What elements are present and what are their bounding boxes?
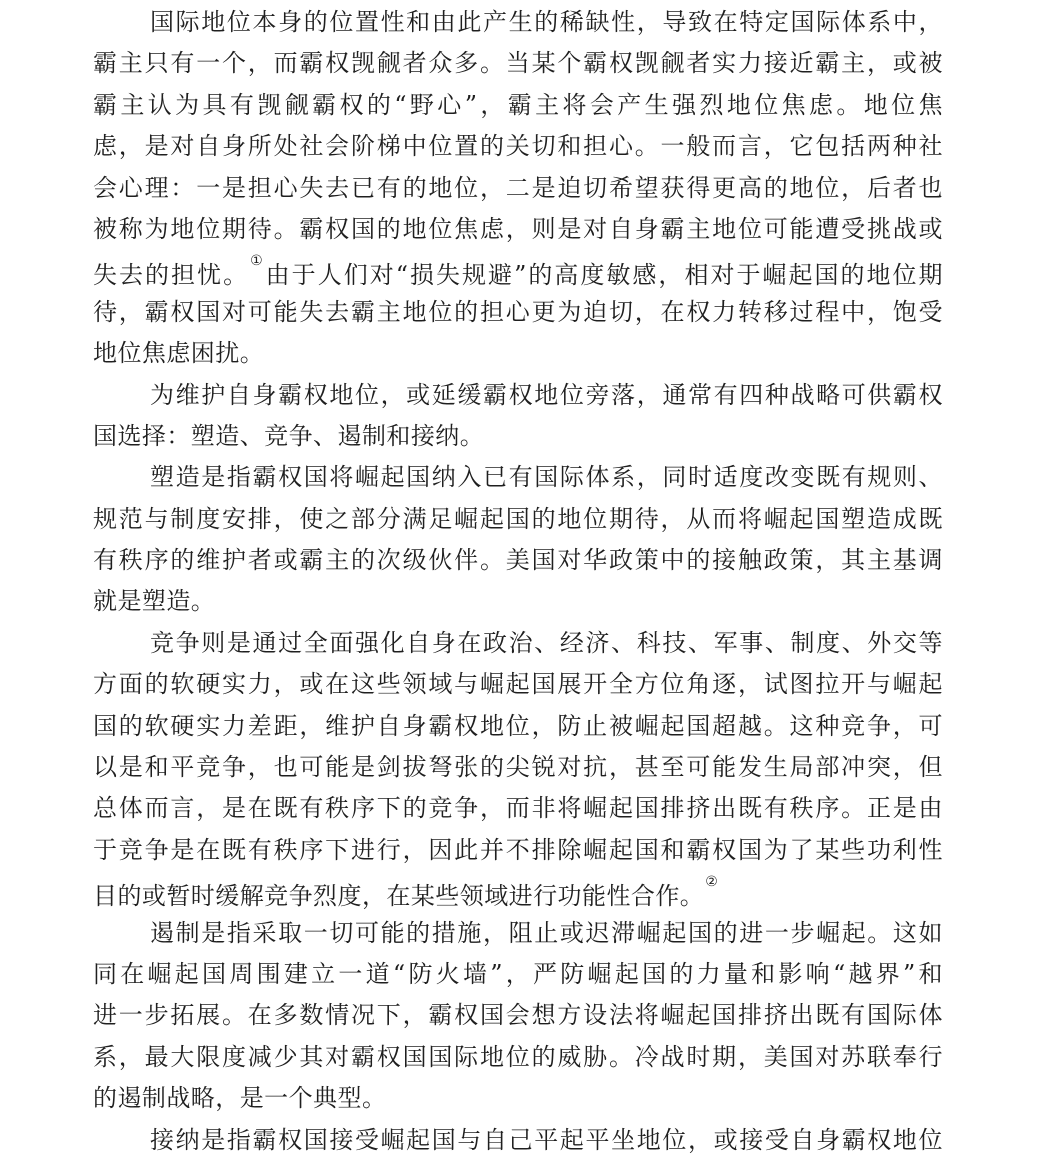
text-line: 霸主只有一个，而霸权觊觎者众多。当某个霸权觊觎者实力接近霸主，或被 <box>93 49 943 78</box>
text-line: 就是塑造。 <box>93 587 216 616</box>
text-line: 进一步拓展。在多数情况下，霸权国会想方设法将崛起国排挤出既有国际体 <box>93 1001 943 1030</box>
text-line: 会心理：一是担心失去已有的地位，二是迫切希望获得更高的地位，后者也 <box>93 173 943 202</box>
paragraph-four-strategies <box>93 375 943 458</box>
text-line: 方面的软硬实力，或在这些领域与崛起国展开全方位角逐，试图拉开与崛起 <box>93 670 943 699</box>
text-line: 为维护自身霸权地位，或延缓霸权地位旁落，通常有四种战略可供霸权 <box>150 380 943 409</box>
text-segment: 失去的担忧。 <box>93 261 250 290</box>
text-line: 以是和平竞争，也可能是剑拔弩张的尖锐对抗，甚至可能发生局部冲突，但 <box>93 753 943 782</box>
text-line: 总体而言，是在既有秩序下的竞争，而非将崛起国排挤出既有秩序。正是由 <box>93 794 943 823</box>
footnote-marker-2[interactable]: ② <box>705 874 719 891</box>
text-line: 国际地位本身的位置性和由此产生的稀缺性，导致在特定国际体系中， <box>150 8 943 36</box>
text-line <box>93 871 943 912</box>
text-line <box>93 250 943 291</box>
paragraph-accommodation <box>93 1120 943 1161</box>
text-line: 地位焦虑困扰。 <box>93 339 265 368</box>
text-line: 国的软硬实力差距，维护自身霸权地位，防止被崛起国超越。这种竞争，可 <box>93 711 943 740</box>
text-line: 国选择：塑造、竞争、遏制和接纳。 <box>93 421 485 450</box>
text-line: 同在崛起国周围建立一道“防火墙”，严防崛起国的力量和影响“越界”和 <box>93 959 943 988</box>
text-line: 待，霸权国对可能失去霸主地位的担心更为迫切，在权力转移过程中，饱受 <box>93 297 943 326</box>
text-line: 遏制是指采取一切可能的措施，阻止或迟滞崛起国的进一步崛起。这如 <box>150 918 943 947</box>
footnote-marker-1[interactable]: ① <box>250 253 265 270</box>
text-line: 虑，是对自身所处社会阶梯中位置的关切和担心。一般而言，它包括两种社 <box>93 132 943 161</box>
text-line: 的遏制战略，是一个典型。 <box>93 1084 387 1113</box>
text-line: 塑造是指霸权国将崛起国纳入已有国际体系，同时适度改变既有规则、 <box>150 463 943 492</box>
text-line: 于竞争是在既有秩序下进行，因此并不排除崛起国和霸权国为了某些功利性 <box>93 835 943 864</box>
text-segment: 目的或暂时缓解竞争烈度，在某些领域进行功能性合作。 <box>93 882 705 911</box>
text-line: 竞争则是通过全面强化自身在政治、经济、科技、军事、制度、外交等 <box>150 628 943 657</box>
paragraph-containment <box>93 913 943 1120</box>
text-line: 规范与制度安排，使之部分满足崛起国的地位期待，从而将崛起国塑造成既 <box>93 504 943 533</box>
text-line: 系，最大限度减少其对霸权国国际地位的威胁。冷战时期，美国对苏联奉行 <box>93 1042 943 1071</box>
text-line: 接纳是指霸权国接受崛起国与自己平起平坐地位，或接受自身霸权地位 <box>150 1125 943 1154</box>
paragraph-status-anxiety <box>93 2 943 375</box>
document-page <box>93 0 943 1152</box>
text-segment: 由于人们对“损失规避”的高度敏感，相对于崛起国的地位期 <box>265 261 943 290</box>
paragraph-shaping <box>93 457 943 623</box>
text-line: 有秩序的维护者或霸主的次级伙伴。美国对华政策中的接触政策，其主基调 <box>93 546 943 575</box>
paragraph-competition <box>93 623 943 913</box>
text-line: 霸主认为具有觊觎霸权的“野心”，霸主将会产生强烈地位焦虑。地位焦 <box>93 90 943 119</box>
text-line: 被称为地位期待。霸权国的地位焦虑，则是对自身霸主地位可能遭受挑战或 <box>93 214 943 243</box>
